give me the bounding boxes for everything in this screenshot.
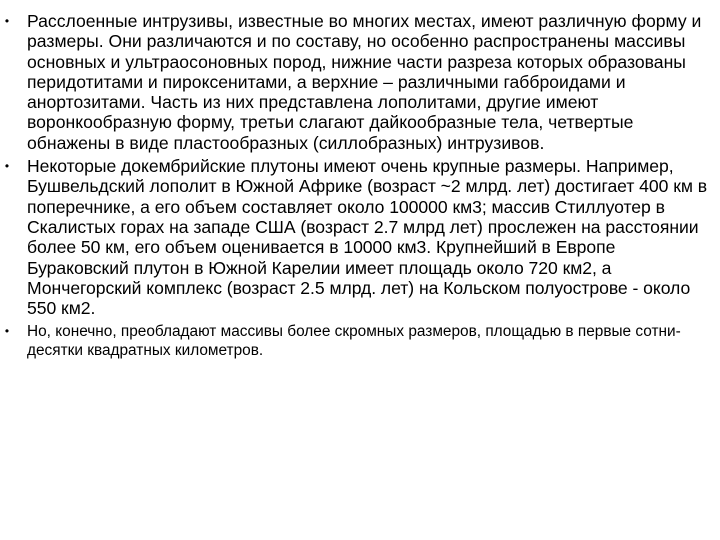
bullet-icon: • [4, 159, 10, 174]
bullet-icon: • [4, 14, 10, 28]
bullet-icon: • [4, 324, 10, 339]
bullet-item [0, 322, 720, 360]
bullet-item [0, 11, 720, 153]
bullet-text: Расслоенные интрузивы, известные во многих местах, имеют различную форму и размеры. Они различаются и по составу, но особенно распространены массивы основных и ультраосоновных пород, нижние части разреза которых образованы перидотитами и пироксенитами, а верхние – различными габброидами и анортозитами. Часть из них представлена лополитами, другие имеют воронкообразную форму, третьи слагают дайкообразные тела, четвертые обнажены в виде пластообразных (силлобразных) интрузивов. [27, 11, 702, 153]
bullet-list [0, 11, 720, 360]
bullet-item [0, 156, 720, 318]
bullet-text: Но, конечно, преобладают массивы более скромных размеров, площадью в первые сотни-десятки квадратных километров. [27, 323, 681, 360]
bullet-text: Некоторые докембрийские плутоны имеют очень крупные размеры. Например, Бушвельдский лополит в Южной Африке (возраст ~2 млрд. лет) достигает 400 км в поперечнике, а его объем составляет около 100000 км3; массив Стиллуотер в Скалистых горах на западе США (возраст 2.7 млрд лет) прослежен на расстоянии более 50 км, его объем оценивается в 10000 км3. Крупнейший в Европе Бураковский плутон в Южной Карелии имеет площадь около 720 км2, а Мончегорский комплекс (возраст 2.5 млрд. лет) на Кольском полуострове - около 550 км2. [27, 156, 708, 319]
